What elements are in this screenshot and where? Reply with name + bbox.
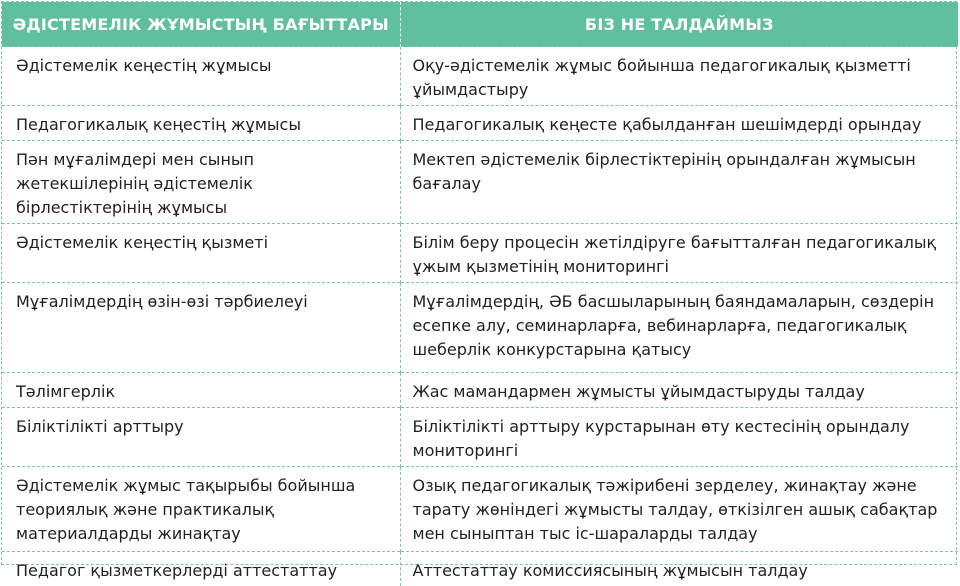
table-row [2, 373, 958, 408]
table-row [2, 141, 958, 224]
direction-cell: Педагог қызметкерлерді аттестаттау [2, 552, 400, 586]
direction-cell: Пән мұғалімдері мен сынып жетекшілерінің әдістемелік бірлестіктерінің жұмысы [2, 141, 400, 224]
direction-cell: Тәлімгерлік [2, 373, 400, 408]
table-header-row [2, 2, 958, 47]
direction-cell: Біліктілікті арттыру [2, 408, 400, 467]
table-row [2, 224, 958, 283]
table-row [2, 47, 958, 106]
table-row [2, 552, 958, 586]
table-frame [1, 1, 957, 565]
analysis-cell: Жас мамандармен жұмысты ұйымдастыруды талдау [400, 373, 958, 408]
direction-cell: Әдістемелік кеңестің жұмысы [2, 47, 400, 106]
analysis-cell: Білім беру процесін жетілдіруге бағытталған педагогикалық ұжым қызметінің мониторингі [400, 224, 958, 283]
analysis-cell: Мектеп әдістемелік бірлестіктерінің орындалған жұмысын бағалау [400, 141, 958, 224]
analysis-cell: Озық педагогикалық тәжірибені зерделеу, жинақтау және тарату жөніндегі жұмысты талдау, өткізілген ашық сабақтар мен сыныптан тыс іс-шараларды талдау [400, 467, 958, 552]
analysis-cell: Мұғалімдердің, ӘБ басшыларының баяндамаларын, сөздерін есепке алу, семинарларға, вебинарларға, педагогикалық шеберлік конкурстарына қатысу [400, 283, 958, 373]
direction-cell: Әдістемелік жұмыс тақырыбы бойынша теориялық және практикалық материалдарды жинақтау [2, 467, 400, 552]
table-row [2, 467, 958, 552]
direction-cell: Мұғалімдердің өзін-өзі тәрбиелеуі [2, 283, 400, 373]
header-directions: ӘДІСТЕМЕЛІК ЖҰМЫСТЫҢ БАҒЫТТАРЫ [2, 2, 400, 47]
analysis-cell: Оқу-әдістемелік жұмыс бойынша педагогикалық қызметті ұйымдастыру [400, 47, 958, 106]
table-row [2, 408, 958, 467]
analysis-cell: Біліктілікті арттыру курстарынан өту кестесінің орындалу мониторингі [400, 408, 958, 467]
analysis-cell: Педагогикалық кеңесте қабылданған шешімдерді орындау [400, 106, 958, 141]
header-analysis: БІЗ НЕ ТАЛДАЙМЫЗ [400, 2, 958, 47]
methodical-work-table [2, 2, 958, 586]
table-row [2, 283, 958, 373]
analysis-cell: Аттестаттау комиссиясының жұмысын талдау [400, 552, 958, 586]
direction-cell: Педагогикалық кеңестің жұмысы [2, 106, 400, 141]
table-row [2, 106, 958, 141]
direction-cell: Әдістемелік кеңестің қызметі [2, 224, 400, 283]
